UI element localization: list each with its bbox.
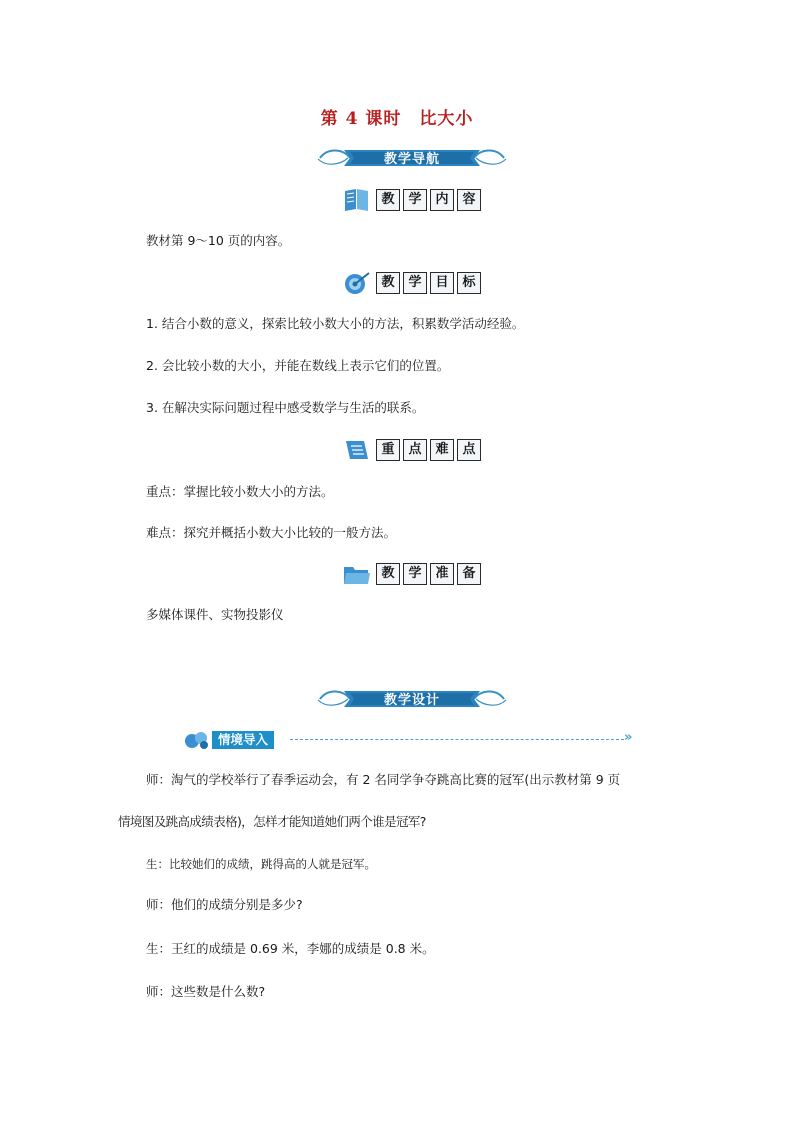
- dialogue-line: 师：淘气的学校举行了春季运动会，有 2 名同学争夺跳高比赛的冠军(出示教材第 9 页: [146, 772, 621, 787]
- section-char: 难: [430, 439, 454, 461]
- section-char: 学: [403, 563, 427, 585]
- section-char: 内: [430, 189, 454, 211]
- book-icon: [342, 187, 372, 213]
- lesson-title: 第 4 课时 比大小: [320, 109, 474, 129]
- scene-icon: [184, 729, 210, 751]
- section-char: 学: [403, 189, 427, 211]
- section-char: 容: [457, 189, 481, 211]
- section-char: 点: [457, 439, 481, 461]
- prep-text: 多媒体课件、实物投影仪: [146, 607, 284, 622]
- section-char: 标: [457, 272, 481, 294]
- dialogue-line: 生：比较她们的成绩，跳得高的人就是冠军。: [146, 857, 376, 871]
- section-char: 教: [376, 272, 400, 294]
- section-char: 准: [430, 563, 454, 585]
- banner-label: 教学导航: [383, 152, 440, 167]
- section-char: 备: [457, 563, 481, 585]
- target-icon: [342, 270, 372, 296]
- dialogue-line: 师：他们的成绩分别是多少?: [146, 897, 303, 912]
- folder-icon: [342, 561, 372, 587]
- section-char: 教: [376, 563, 400, 585]
- dialogue-line: 师：这些数是什么数?: [146, 984, 266, 999]
- key-icon: [342, 437, 372, 463]
- dashed-divider: [290, 739, 624, 740]
- section-char: 教: [376, 189, 400, 211]
- dialogue-line: 生：王红的成绩是 0.69 米，李娜的成绩是 0.8 米。: [146, 941, 435, 956]
- section-char: 重: [376, 439, 400, 461]
- goal-item: 1. 结合小数的意义，探索比较小数大小的方法，积累数学活动经验。: [146, 316, 525, 331]
- double-arrow-icon: »: [624, 730, 633, 745]
- difficulty-text: 难点：探究并概括小数大小比较的一般方法。: [146, 525, 397, 540]
- content-text: 教材第 9～10 页的内容。: [146, 233, 291, 248]
- banner-teaching-navigation: [314, 145, 510, 171]
- intro-label: 情境导入: [212, 731, 274, 749]
- section-char: 点: [403, 439, 427, 461]
- banner-label: 教学设计: [383, 693, 440, 708]
- section-char: 目: [430, 272, 454, 294]
- keypoint-text: 重点：掌握比较小数大小的方法。: [146, 484, 334, 499]
- section-char: 学: [403, 272, 427, 294]
- dialogue-line: 情境图及跳高成绩表格)，怎样才能知道她们两个谁是冠军?: [118, 814, 426, 829]
- goal-item: 3. 在解决实际问题过程中感受数学与生活的联系。: [146, 400, 425, 415]
- intro-section-header: [184, 727, 644, 751]
- banner-teaching-design: [314, 686, 510, 712]
- goal-item: 2. 会比较小数的大小，并能在数线上表示它们的位置。: [146, 358, 450, 373]
